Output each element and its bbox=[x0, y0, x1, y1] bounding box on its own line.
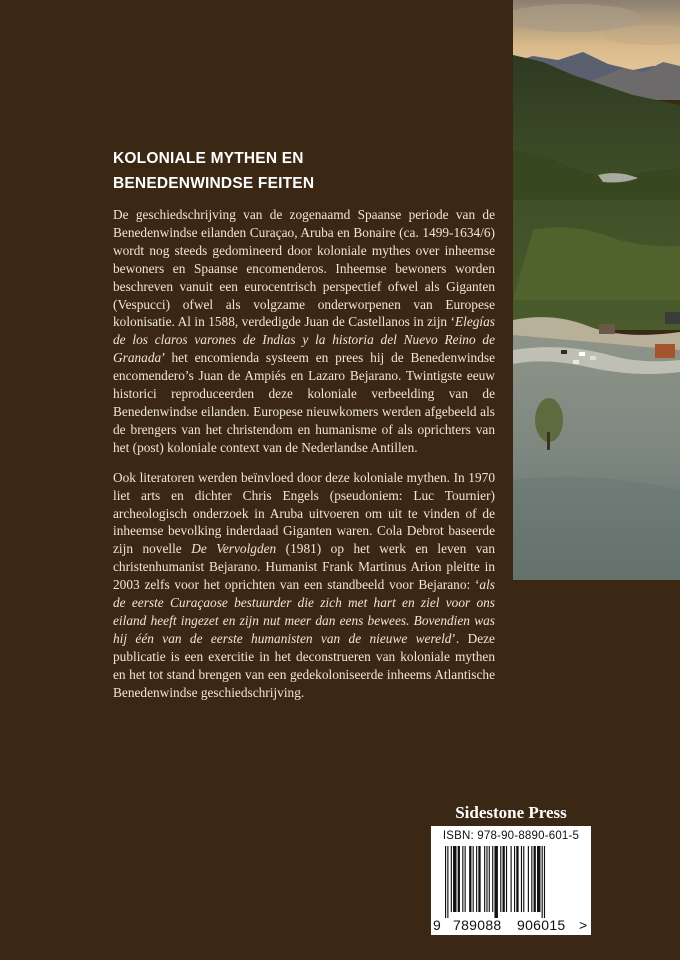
barcode-bar bbox=[473, 846, 474, 912]
barcode-digits-right: 906015 bbox=[517, 917, 566, 933]
barcode-bar bbox=[516, 846, 518, 912]
barcode-bar bbox=[537, 846, 540, 912]
barcode-bar bbox=[469, 846, 471, 912]
barcode-digits-left: 789088 bbox=[453, 917, 502, 933]
barcode-bar bbox=[521, 846, 522, 912]
barcode-bar bbox=[514, 846, 515, 912]
barcode-bar bbox=[465, 846, 466, 912]
italic-title-run: De Vervolgden bbox=[191, 541, 277, 557]
barcode-bar bbox=[445, 846, 446, 918]
barcode-bar bbox=[531, 846, 532, 912]
landscape-photo bbox=[513, 0, 680, 580]
barcode-bar bbox=[484, 846, 485, 912]
barcode-arrow: > bbox=[579, 917, 588, 933]
barcode-bar bbox=[486, 846, 487, 912]
title-line-1: KOLONIALE MYTHEN EN bbox=[113, 150, 304, 167]
barcode-bar bbox=[506, 846, 507, 912]
barcode-bar bbox=[534, 846, 536, 912]
barcode-digit-first: 9 bbox=[433, 917, 442, 933]
blurb-text bbox=[113, 206, 495, 713]
text-run: ’. Deze publicatie is een exercitie in het deconstrueren van koloniale mythen en het tot stand brengen van een gedekoloniseerde inheems Atlantische Benedenwindse geschiedschrijving. bbox=[113, 630, 495, 700]
book-title bbox=[113, 146, 443, 196]
aerial-coast-image bbox=[513, 0, 680, 580]
barcode-bar bbox=[494, 846, 497, 918]
text-run: (1981) op het werk en leven van christenhumanist Bejarano. Humanist Frank Martinus Arion pleitte in 2003 zelfs voor het oprichten van een standbeeld voor Bejarano: ‘ bbox=[113, 541, 495, 593]
barcode-bar bbox=[489, 846, 490, 912]
barcode-bar bbox=[503, 846, 505, 912]
barcode-bar bbox=[544, 846, 545, 918]
barcode-bar bbox=[492, 846, 493, 912]
isbn-label: ISBN: 978-90-8890-601-5 bbox=[442, 830, 580, 842]
barcode-bar bbox=[542, 846, 543, 918]
text-run: Ook literatoren werden beïnvloed door deze koloniale mythen. In 1970 liet arts en dichter Chris Engels (pseudoniem: Luc Tournier) archeologisch onderzoek in Aruba uitvoeren om uit te vinden of de inheemse bevolking inderdaad Giganten waren. Cola Debrot baseerde zijn novelle bbox=[113, 469, 495, 557]
barcode-bar bbox=[476, 846, 477, 912]
publisher-name: Sidestone Press bbox=[455, 803, 567, 822]
italic-title-run: Elegías de los claros varones de Indias y la historia del Nuevo Reino de Granada bbox=[113, 314, 495, 366]
barcode-bars bbox=[445, 846, 577, 918]
barcode-bar bbox=[500, 846, 501, 912]
blurb-paragraph-2 bbox=[113, 469, 495, 702]
italic-quote-run: als de eerste Curaçaose bestuurder die zich met hart en ziel voor ons eiland heeft ingezet en zijn nut meer dan eens bewees. Bovendien was hij één van de eerste humanisten van de nieuwe wereld bbox=[113, 577, 495, 646]
barcode-bar bbox=[458, 846, 460, 912]
barcode-bar bbox=[478, 846, 480, 912]
title-line-2: BENEDENWINDSE FEITEN bbox=[113, 175, 315, 192]
barcode-bar bbox=[511, 846, 512, 912]
barcode-bar bbox=[453, 846, 456, 912]
isbn-barcode bbox=[431, 826, 591, 935]
blurb-paragraph-1 bbox=[113, 206, 495, 457]
barcode-bar bbox=[462, 846, 463, 912]
barcode-bar bbox=[528, 846, 529, 912]
text-run: ’ het encomienda systeem en prees hij de Benedenwindse encomendero’s Juan de Ampiés en Lazaro Bejarano. Twintigste eeuw historici reproduceerden deze koloniale verbeelding van de Benedenwindse eilanden. Europese nieuwkomers werden afgebeeld als de brengers van het christendom en humanisme of als oprichters van het (post) koloniale context van de Nederlandse Antillen. bbox=[113, 350, 495, 455]
barcode-bar bbox=[523, 846, 524, 912]
barcode-bar bbox=[447, 846, 448, 918]
text-run: De geschiedschrijving van de zogenaamd Spaanse periode van de Benedenwindse eilanden Curaçao, Aruba en Bonaire (ca. 1499-1634/6) wordt nog steeds gedomineerd door koloniale mythes over inheemse bewoners en Spaanse encomenderos. Inheemse bewoners worden beschreven vanuit een eurocentrisch perspectief ofwel als Giganten (Vespucci) ofwel als volgzame onderworpenen van Europese kolonisatie. Al in 1588, verdedigde Juan de Castellanos in zijn ‘ bbox=[113, 207, 495, 330]
barcode-bar bbox=[451, 846, 452, 912]
